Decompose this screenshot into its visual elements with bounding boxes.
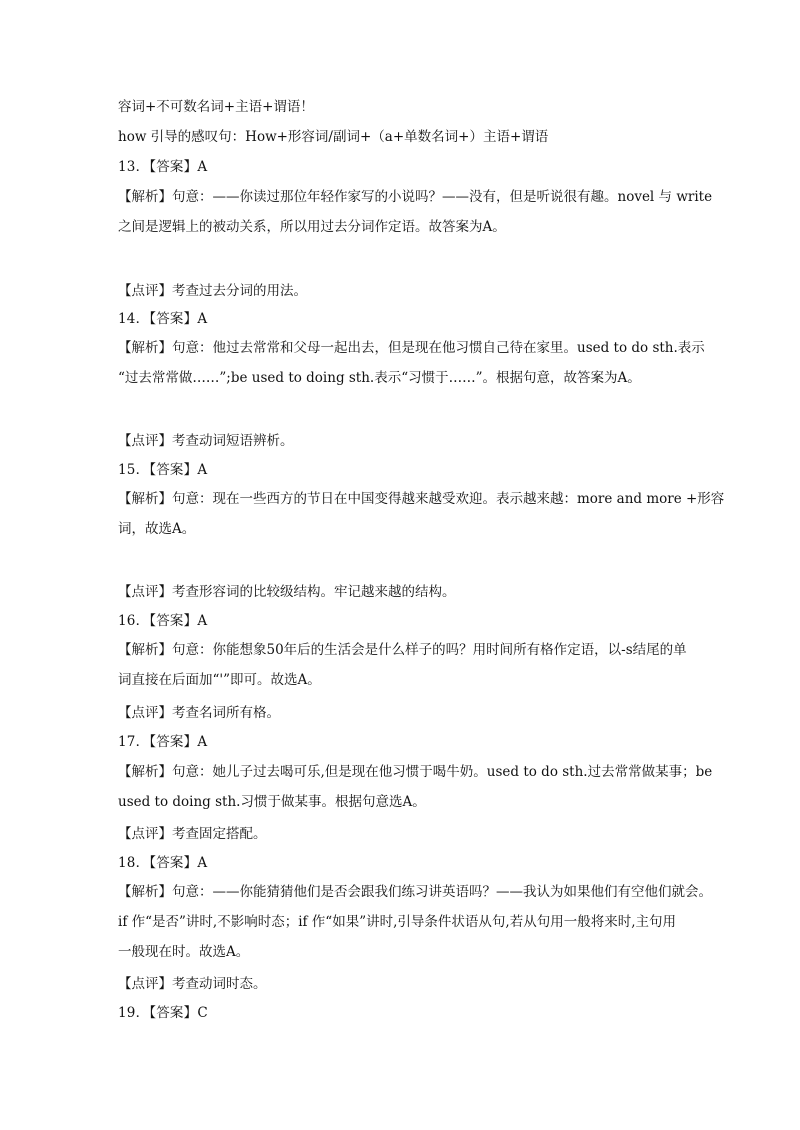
comment-text: 【点评】考查形容词的比较级结构。牢记越来越的结构。 <box>118 584 456 600</box>
analysis-text: used to doing sth.习惯于做某事。根据句意选A。 <box>118 794 426 810</box>
answer-heading: 19．【答案】C <box>118 1005 208 1021</box>
answer-heading: 16．【答案】A <box>118 613 208 629</box>
analysis-text: 词直接在后面加“'”即可。故选A。 <box>118 672 321 688</box>
analysis-text: 【解析】句意：你能想象50年后的生活会是什么样子的吗？用时间所有格作定语，以-s结尾的单 <box>118 642 687 658</box>
comment-text: 【点评】考查名词所有格。 <box>118 705 280 721</box>
answer-heading: 14．【答案】A <box>118 311 208 327</box>
text-line: how 引导的感叹句：How+形容词/副词+（a+单数名词+）主语+谓语 <box>118 129 549 145</box>
analysis-text: “过去常常做……”;be used to doing sth.表示“习惯于……”。根据句意，故答案为A。 <box>118 370 641 386</box>
text-line: 容词+不可数名词+主语+谓语！ <box>118 99 314 115</box>
answer-heading: 18．【答案】A <box>118 855 208 871</box>
analysis-text: 【解析】句意：——你能猜猜他们是否会跟我们练习讲英语吗？——我认为如果他们有空他们就会。 <box>118 884 712 900</box>
analysis-text: if 作“是否”讲时,不影响时态；if 作“如果”讲时,引导条件状语从句,若从句用一般将来时,主句用 <box>118 914 676 930</box>
analysis-text: 一般现在时。故选A。 <box>118 944 250 960</box>
comment-text: 【点评】考查动词时态。 <box>118 976 267 992</box>
analysis-text: 【解析】句意：她儿子过去喝可乐,但是现在他习惯于喝牛奶。used to do sth.过去常常做某事；be <box>118 764 713 780</box>
answer-heading: 15．【答案】A <box>118 462 208 478</box>
analysis-text: 【解析】句意：他过去常常和父母一起出去，但是现在他习惯自己待在家里。used to do sth.表示 <box>118 340 705 356</box>
answer-heading: 13．【答案】A <box>118 159 208 175</box>
answer-heading: 17．【答案】A <box>118 734 208 750</box>
comment-text: 【点评】考查固定搭配。 <box>118 826 267 842</box>
analysis-text: 【解析】句意：——你读过那位年轻作家写的小说吗？——没有，但是听说很有趣。novel 与 write <box>118 189 713 205</box>
comment-text: 【点评】考查过去分词的用法。 <box>118 283 307 299</box>
analysis-text: 【解析】句意：现在一些西方的节日在中国变得越来越受欢迎。表示越来越：more and more +形容 <box>118 491 725 507</box>
analysis-text: 之间是逻辑上的被动关系，所以用过去分词作定语。故答案为A。 <box>118 219 506 235</box>
analysis-text: 词，故选A。 <box>118 521 196 537</box>
comment-text: 【点评】考查动词短语辨析。 <box>118 433 294 449</box>
